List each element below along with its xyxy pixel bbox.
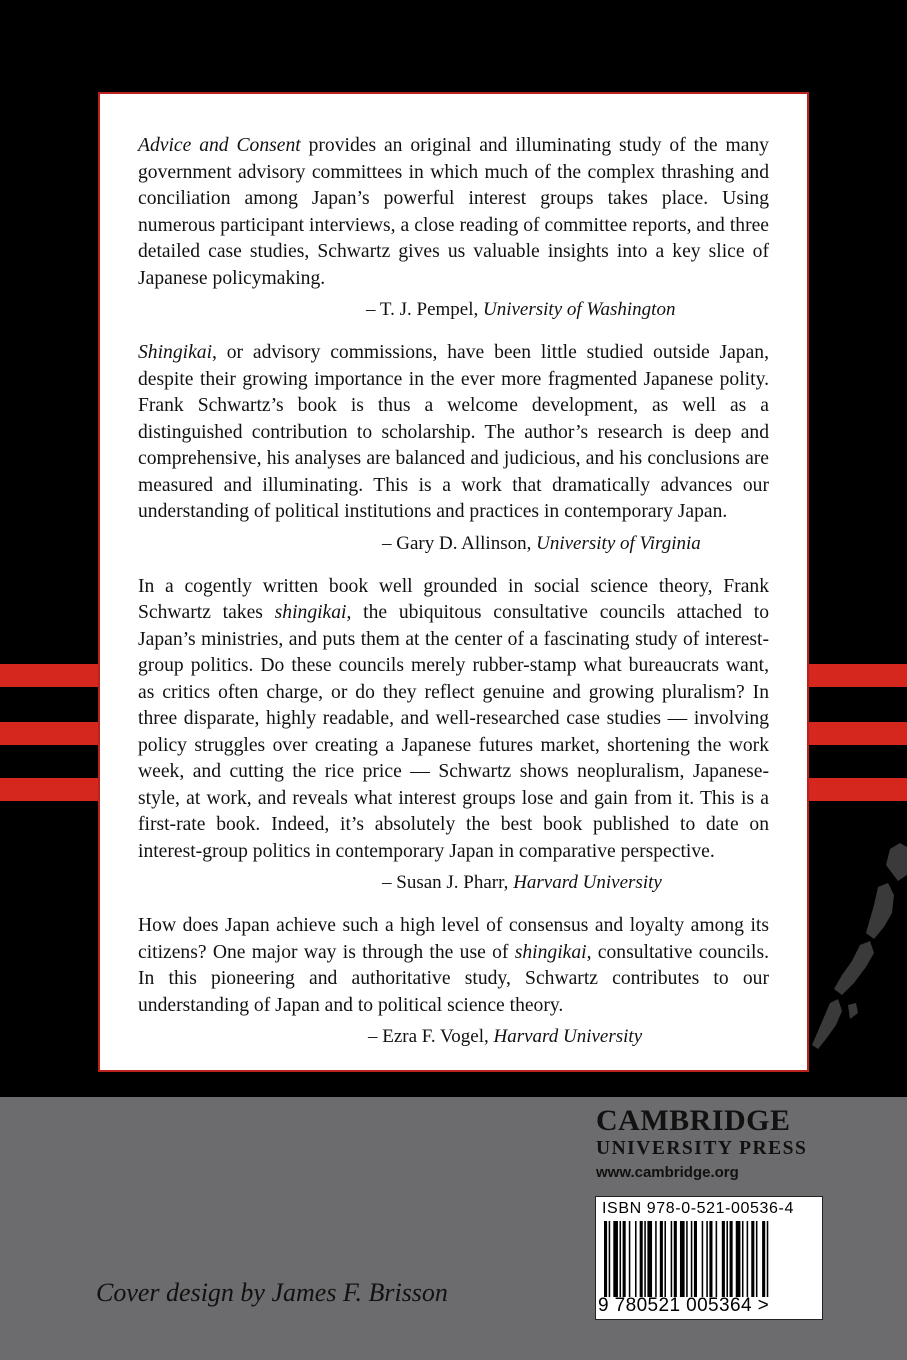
author-affiliation: University of Virginia xyxy=(536,532,701,554)
barcode-bar xyxy=(640,1221,643,1297)
blurb-attribution xyxy=(138,871,769,895)
author-name: – T. J. Pempel, xyxy=(366,299,479,320)
author-name: – Ezra F. Vogel, xyxy=(368,1026,489,1047)
barcode-bar xyxy=(762,1221,765,1297)
blurb-attribution xyxy=(138,532,769,556)
blurb-text: , the ubiquitous consultative councils attached to Japan’s ministries, and puts them at the center of a fascinating study of interest-group politics. Do these councils merely rubber-stamp what bureaucrats want, as critics often charge, or do they reflect genuine and growing pluralism? In three disparate, highly readable, and well-researched case studies — involving policy struggles over creating a Japanese futures market, shortening the work week, and cutting the rice price — Schwartz shows neopluralism, Japanese-style, at work, and reveals what interest groups lose and gain from it. This is a first-rate book. Indeed, it’s absolutely the best book published to date on interest-group politics in contemporary Japan in comparative perspective. xyxy=(138,602,769,862)
barcode-digits: 9 780521 005364 > xyxy=(598,1295,770,1316)
barcode-bar xyxy=(730,1221,733,1297)
term: shingikai xyxy=(274,602,347,623)
blurb-list xyxy=(138,133,769,1067)
author-affiliation: Harvard University xyxy=(493,1026,643,1047)
barcode-bar xyxy=(623,1221,626,1297)
barcode-bar xyxy=(756,1221,758,1297)
barcode-bar xyxy=(604,1221,607,1297)
author-affiliation: University of Washington xyxy=(483,299,676,320)
blurb-pempel xyxy=(138,133,769,322)
barcode-bar xyxy=(664,1221,666,1297)
barcode-bar xyxy=(726,1221,728,1297)
blurb-text: , or advisory commissions, have been little studied outside Japan, despite their growing importance in the ever more fragmented Japanese polity. Frank Schwartz’s book is thus a welcome development, as well as a distinguished contribution to scholarship. The author’s research is deep and comprehensive, his analyses are balanced and judicious, and his conclusions are measured and illuminating. This is a work that dramatically advances our understanding of political institutions and practices in contemporary Japan. xyxy=(138,342,769,522)
barcode-bar xyxy=(644,1221,646,1297)
blurb-text: How does Japan achieve such a high level of consensus and loyalty among its citizens? One major way is through the use of xyxy=(138,915,769,963)
barcode-bar xyxy=(674,1221,677,1297)
author-name: – Susan J. Pharr, xyxy=(382,872,509,893)
barcode-bar xyxy=(620,1221,622,1297)
barcode-bar xyxy=(647,1221,652,1297)
barcode-bar xyxy=(635,1221,637,1297)
barcode-box xyxy=(595,1196,823,1320)
book-title: Advice and Consent xyxy=(138,135,301,156)
author-affiliation: Harvard University xyxy=(513,872,662,893)
barcode-bar xyxy=(694,1221,697,1297)
publisher-subtitle: UNIVERSITY PRESS xyxy=(596,1138,808,1159)
blurb-text: provides an original and illuminating study of the many government advisory committees in which much of the complex thrashing and conciliation among Japan’s powerful interest groups takes place. Using numerous participant interviews, a close reading of committee reports, and three detailed case studies, Schwartz gives us valuable insights into a key slice of Japanese policymaking. xyxy=(138,135,769,289)
blurb-text: In a cogently written book well grounded in social science theory, Frank Schwartz takes xyxy=(138,575,769,623)
blurb-attribution xyxy=(138,298,769,322)
barcode-bar xyxy=(671,1221,673,1297)
blurb-allinson xyxy=(138,340,769,556)
barcode-bar xyxy=(751,1221,754,1297)
term: Shingikai xyxy=(138,342,213,363)
barcode-bar xyxy=(609,1221,611,1297)
barcode-bar xyxy=(736,1221,741,1297)
barcode-bar xyxy=(709,1221,712,1297)
barcode-bar xyxy=(706,1221,708,1297)
publisher-url: www.cambridge.org xyxy=(596,1164,739,1181)
japan-islands-icon xyxy=(808,835,907,1065)
barcode-bar xyxy=(629,1221,631,1297)
barcode-bar xyxy=(655,1221,657,1297)
barcode-bar xyxy=(702,1221,704,1297)
blurb-text: , consultative councils. In this pioneering and authoritative study, Schwartz contributes to our understanding of Japan and to political science theory. xyxy=(138,941,769,1016)
barcode-bar xyxy=(716,1221,718,1297)
blurb-vogel xyxy=(138,913,769,1049)
blurb-pharr xyxy=(138,574,769,896)
barcode-bar xyxy=(722,1221,725,1297)
barcode-bar xyxy=(747,1221,749,1297)
cover-credit: Cover design by James F. Brisson xyxy=(96,1278,448,1307)
barcode-bars xyxy=(604,1221,816,1297)
barcode-bar xyxy=(680,1221,685,1297)
barcode-bar xyxy=(660,1221,663,1297)
publisher-name: CAMBRIDGE xyxy=(596,1104,791,1137)
barcode-bar xyxy=(691,1221,693,1297)
barcode-bar xyxy=(613,1221,618,1297)
blurb-attribution xyxy=(138,1025,769,1049)
author-name: – Gary D. Allinson, xyxy=(382,532,532,554)
barcode-bar xyxy=(742,1221,744,1297)
term: shingikai xyxy=(514,941,587,963)
isbn-label: ISBN 978-0-521-00536-4 xyxy=(602,1200,794,1217)
barcode-bar xyxy=(686,1221,688,1297)
barcode-bar xyxy=(767,1221,769,1297)
